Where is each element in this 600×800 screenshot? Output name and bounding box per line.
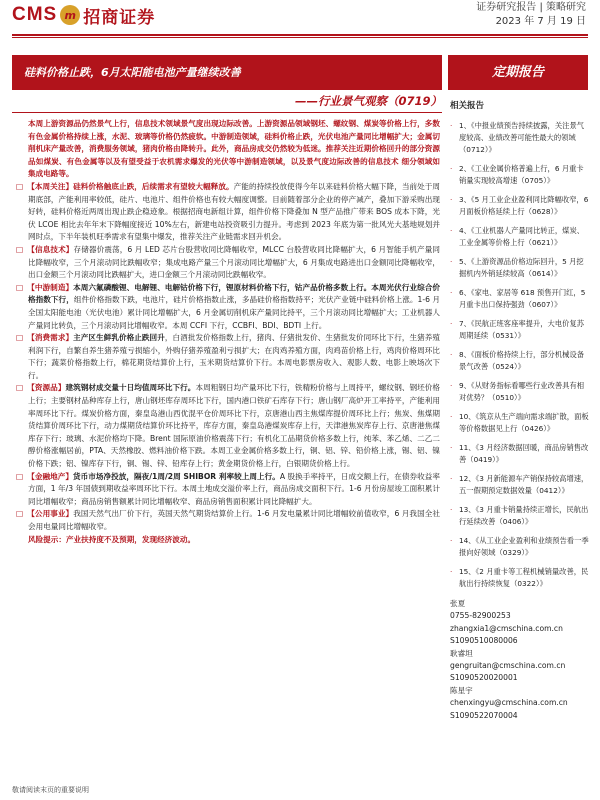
bullet-icon: · [450,536,453,545]
related-report-item[interactable]: · 5、《上游资源品价格边际回升，5 月挖掘机内外销延续较高（0614）》 [450,257,584,278]
bullet-icon: · [450,350,453,359]
para-bold: 硅料价格触底止跌，后续需求有望较大幅释放。 [73,181,234,191]
related-report-item[interactable]: · 1、《中报业绩预告持续披露，关注景气度较高、业绩改善可能性最大的领域（0712）》 [450,121,585,154]
logo-chinese-name: 招商证券 [83,7,156,28]
bullet-icon: · [450,164,453,173]
report-kind: 证券研究报告 | 策略研究 [476,2,586,13]
para-tag: 【本周关注】 [27,181,74,191]
related-report-item[interactable]: · 3、《5 月工业企业盈利同比降幅收窄，6 月面板价格延续上行（0628）》 [450,195,589,216]
bullet-icon: · [450,381,453,390]
related-report-item[interactable]: · 9、《从财务指标看哪些行业改善具有相对优势？（0510）》 [450,381,585,402]
summary-text: 本周上游资源品仍然景气上行，信息技术领域景气度出现边际改善。上游资源品领域钢坯、螺纹钢、煤炭等价格上行，多数有色金属价格持续上涨，水泥、玻璃等价格仍然疲软。中游制造领域，硅料价格止跌，光伏电池产量同比增幅扩大；金属切削机床产量改善，消费服务领域，猪肉价格由降转升。此外，商品房成交仍然较为低迷。推荐关注近期价格回升的部分资源品如煤炭、有色金属等以及有望受益于农机需求爆发的光伏等中游制造领域，以及景气度边际改善的信息技术 细分领域如集成电路等。 [28,119,440,179]
bullet-icon: · [450,121,453,130]
para-text: A 股换手率持平，日成交额上行，在债券收益率方面，1 年/3 年国债到期收益率周环比下行。本周土地成交溢价率上行，商品房成交面积下行。1-6 月份房屋竣工面积累计同比增幅收窄；商品房销售额累计同比增幅收窄、商品房销售面积累计同比降幅扩大。 [28,471,441,506]
para-text: 产能的持续投放使得今年以来硅料价格大幅下降，当前处于周期底部，产能利用率较低，硅片、电池片、组件价格也有较大幅度调整。目前随着部分企业的停产减产，叠加下游采购出现好转，硅料价格近两周出现止跌企稳迹象。根据招商电新组计算，组件价格下降叠加 N 型产品推广带来 BOS 成本下降，光伏 LCOE 相比去年年末下降幅度接近 10%左右，新建电站投资吸引力提升。考虑到 2023 年底为第一批风光大基地规划并网时点，下半年装机旺季需求有望集中爆发，推荐关注产业链需求回升机会。 [28,181,441,242]
para-tag: 【消费需求】 [27,333,74,343]
related-report-item[interactable]: · 7、《民航正班客座率提升，大电价复苏周期延续（0531）》 [450,319,585,340]
para-text: 我国天然气出厂价下行，英国天然气期货结算价上行。1-6 月发电量累计同比增幅较前值收窄，6 月我国全社会用电量同比增幅收窄。 [28,509,441,531]
related-report-item[interactable]: · 2、《工业金属价格普遍上行，6 月重卡销量实现较高增速（0705）》 [450,164,584,185]
sidebar [450,100,590,722]
analyst-license: S1090520020001 [450,673,518,683]
para-tag: 【中游制造】 [27,282,74,292]
analyst-email[interactable]: gengruitan@cmschina.com.cn [450,661,566,671]
para-bold: 货币市场净投放，隔夜/1周/2周 SHIBOR 利率较上周上行。 [73,471,280,481]
logo-cms-text: CMS [12,4,58,25]
subtitle-divider [12,112,442,113]
para-bold: 本周六氟磷酸锂、电解锂、电解钴价格下行，锂原材料价格下行，钴产品价格多数上行。本周光伏行业综合价格指数下行， [28,282,440,305]
analyst-name: 耿睿坦 [450,648,473,658]
square-bullet-icon: □ [16,282,24,292]
related-report-item[interactable]: · 12、《3 月新能源车产销保持较高增速，五一假期预定数据效量（0412）》 [450,474,589,495]
analyst-email[interactable]: chenxingyu@cmschina.com.cn [450,698,568,708]
para-bold: 主产区生鲜乳价格止跌回升 [73,333,165,343]
square-bullet-icon: □ [16,244,24,254]
analyst-license: S1090522070004 [450,710,518,720]
square-bullet-icon: □ [16,181,24,191]
para-tag: 【资源品】 [27,383,66,393]
page-header [0,0,600,32]
header-divider-thin [12,37,588,38]
square-bullet-icon: □ [16,333,24,343]
bullet-icon: · [450,474,453,483]
related-reports-list [450,120,590,590]
analyst-phone: 0755-82900253 [450,611,511,621]
related-reports-title: 相关报告 [450,101,485,111]
para-tag: 【公用事业】 [27,509,74,519]
company-logo [12,2,155,28]
paragraph-info-tech [16,244,441,282]
logo-seal-icon: m [60,5,80,25]
analyst-name: 张夏 [450,599,466,608]
para-text: 本周粗钢日均产量环比下行，铁精粉价格与上周持平，螺纹钢、钢坯价格上行；主要钢材品种库存上行，唐山钢坯库存周环比下行，国内港口铁矿石库存下行；唐山钢厂高炉开工率持平，产能利用率周环比下行。煤炭价格方面，秦皇岛港山西优混平仓价周环比下行，京唐港山西主焦煤库提价周环比上行；焦炭、焦煤期货结算价周环比下行，动力煤期货结算价环比持平，库存方面，秦皇岛港煤炭库存上行，天津港焦炭库存上行、京唐港焦煤库存下行；玻璃、水泥价格均下降。Brent 国际原油价格震荡下行；有机化工品期货价格多数上行，纯苯、苯乙烯、二乙二醇价格涨幅居前，PTA、天然橡胶、燃料油价格下跌。本周工业金属价格多数上行，铜、铝、锌、铅价格上涨，锡、铝、镍价格下跌；铝、镍库存下行，铜、锡、锌、铅库存上行；黄金期货价格上行，白银期货价格上行。 [28,383,441,469]
bullet-icon: · [450,567,453,576]
bullet-icon: · [450,288,453,297]
analyst-name: 陈星宇 [450,685,473,695]
risk-warning: 风险提示：产业扶持度不及预期，发现经济波动。 [28,534,196,544]
paragraph-utilities [16,508,441,533]
header-meta [476,1,586,29]
para-bold: 建筑钢材成交量十日均值周环比下行。 [65,383,196,393]
related-report-item[interactable]: · 13、《3 月重卡销量持续正增长，民航出行延续改善（0406）》 [450,505,589,526]
analyst-email[interactable]: zhangxia1@cmschina.com.cn [450,623,563,633]
report-category-banner: 定期报告 [448,55,588,90]
analyst-contacts [450,598,590,722]
square-bullet-icon: □ [16,383,24,393]
bullet-icon: · [450,505,453,514]
report-title-banner: 硅料价格止跌，6月太阳能电池产量继续改善 [12,55,442,90]
paragraph-consumer [16,332,441,382]
header-divider [12,34,588,36]
para-tag: 【金融地产】 [27,471,73,481]
bullet-icon: · [450,257,453,266]
paragraph-midstream [16,282,441,332]
related-report-item[interactable]: · 6、《家电、家居等 618 预售开门红，5 月重卡出口保持强劲（0607）》 [450,288,586,309]
related-report-item[interactable]: · 14、《从工业企业盈利和业绩预告看一季报向好领域（0329）》 [450,536,589,557]
para-text: 组件价格指数下跌，电池片，硅片价格指数止涨，多晶硅价格指数持平；光伏产业链中硅料价格上涨。1-6 月全国太阳能电池（光伏电池）累计同比增幅扩大，6 月金属切削机床产量同比持平，三个月滚动同比增幅扩大；工业机器人产量同比转负，三个月滚动同比增幅收窄。本周 CCFI 下行，CCBFI、BDI、BDTI 上行。 [28,295,441,330]
related-report-item[interactable]: · 10、《筑京从生产端向需求端扩散，面板等价格数据见上行（0426）》 [450,412,589,433]
footer-disclaimer: 敬请阅读末页的重要说明 [12,786,89,794]
main-body [16,118,441,788]
bullet-icon: · [450,226,453,235]
related-report-item[interactable]: · 15、《2 月重卡等工程机械销量改善，民航出行持续恢复（0322）》 [450,567,589,588]
square-bullet-icon: □ [16,509,24,519]
paragraph-focus [16,181,441,244]
bullet-icon: · [450,412,453,421]
bullet-icon: · [450,443,453,452]
related-report-item[interactable]: · 4、《工业机器人产量同比转正，煤炭、工业金属等价格上行（0621）》 [450,226,585,247]
related-report-item[interactable]: · 8、《面板价格持续上行，部分机械设备景气改善（0524）》 [450,350,585,371]
report-subtitle: ——行业景气观察（0719） [294,94,442,108]
paragraph-resources [16,382,441,470]
paragraph-finance [16,471,441,509]
analyst-license: S1090510080006 [450,636,518,646]
report-date: 2023 年 7 月 19 日 [495,16,586,27]
para-tag: 【信息技术】 [27,244,74,254]
para-text: 存储器价震荡，6 月 LED 芯片台股营收同比降幅收窄，MLCC 台股营收同比降幅扩大，6 月智能手机产量同比降幅收窄，三个月滚动同比跌幅收窄；集成电路产量三个月滚动同比增幅扩大，6 月集成电路进出口金额同比降幅收窄，出口金额三个月滚动同比跌幅扩大，进口金额三个月滚动同比跌幅收窄。 [28,244,441,280]
bullet-icon: · [450,319,453,328]
para-text: ，白酒批发价格指数上行，猪肉、仔猪批发价、生猪批发价同环比下行，生猪养殖利润下行，自繁自养生猪养殖亏损缩小，外购仔猪养殖盈利亏损扩大；在肉鸡养殖方面，肉鸡苗价格上行，鸡肉价格周环比下行；蔬菜价格指数上行，棉花期货结算价上行，玉米期货结算价下行。本周电影票房收入、观影人数、电影上映场次下行。 [28,333,441,380]
bullet-icon: · [450,195,453,204]
square-bullet-icon: □ [16,471,24,481]
related-report-item[interactable]: · 11、《3 月经济数据回暖，商品房销售改善（0419）》 [450,443,589,464]
